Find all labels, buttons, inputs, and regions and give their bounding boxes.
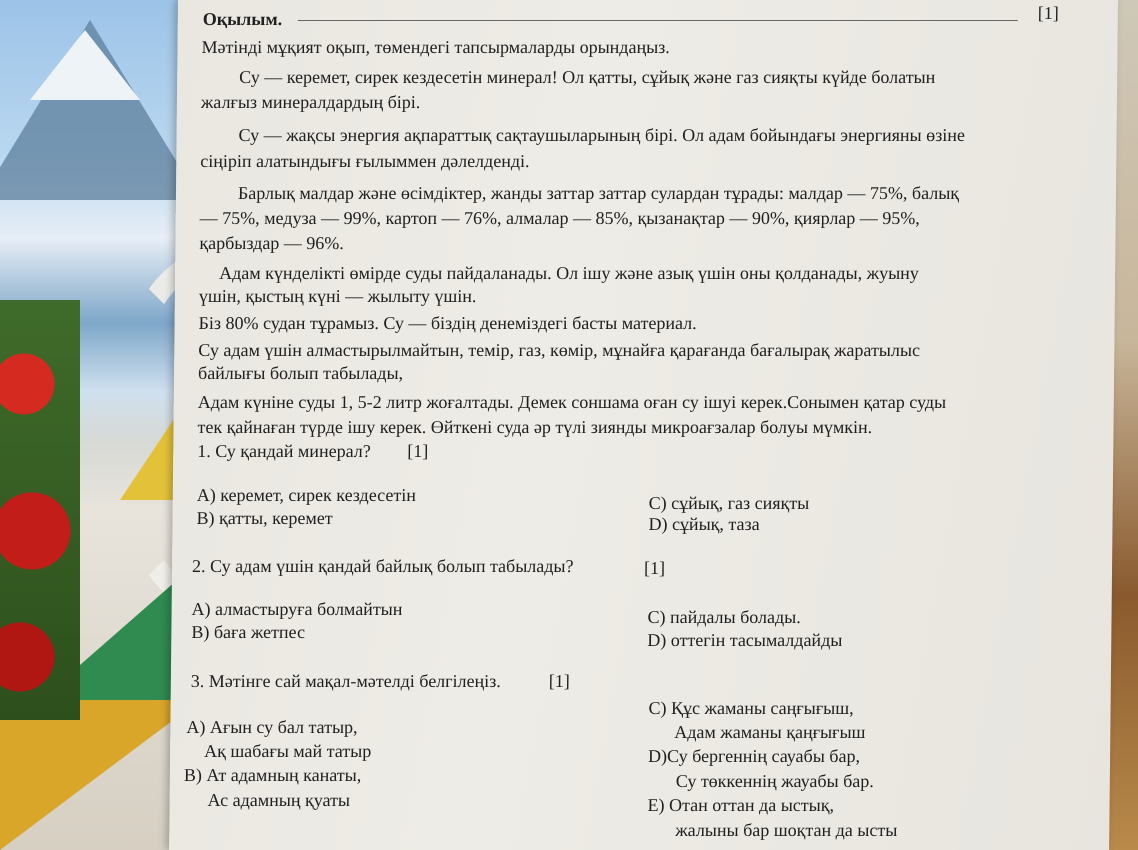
q3-option-c-line2: Адам жаманы қаңғығыш <box>674 722 866 742</box>
q2-option-b: B) баға жетпес <box>191 622 306 642</box>
snow-peak-decoration <box>30 30 140 100</box>
text-line: үшін, қыстың күні — жылыту үшін. <box>198 286 477 306</box>
text-line: Су — керемет, сирек кездесетін минерал! Ол қатты, сұйық және газ сияқты күйде болатын <box>239 67 936 87</box>
q3-option-c-line1: C) Құс жаманы саңғығыш, <box>648 698 854 718</box>
q2-option-d: D) оттегін тасымалдайды <box>647 630 843 650</box>
question-1-mark: [1] <box>407 441 429 461</box>
q1-option-d: D) сұйық, таза <box>648 514 760 534</box>
question-2-mark: [1] <box>643 558 666 578</box>
question-3: 3. Мәтінге сай мақал-мәтелді белгілеңіз. <box>190 671 501 691</box>
text-line: тек қайнаған түрде ішу керек. Өйткені суда әр түлі зиянды микроағзалар болуы мүмкін. <box>197 417 873 437</box>
q1-option-c: C) сұйық, газ сияқты <box>648 493 810 513</box>
text-line: байлығы болып табылады, <box>197 363 404 383</box>
section-title: Оқылым. <box>202 9 283 29</box>
q3-option-b-line1: B) Ат адамның канаты, <box>183 765 362 785</box>
text-line: Біз 80% судан тұрамыз. Су — біздің денеміздегі басты материал. <box>198 313 697 333</box>
q3-option-e-line1: E) Отан оттан да ыстық, <box>647 795 835 815</box>
q2-option-c: C) пайдалы болады. <box>647 607 801 627</box>
question-1: 1. Су қандай минерал? <box>197 441 371 461</box>
text-line: — 75%, медуза — 99%, картоп — 76%, алмалар — 85%, қызанақтар — 90%, қиярлар — 95%, <box>199 208 920 228</box>
question-3-mark: [1] <box>548 671 570 691</box>
q2-option-a: A) алмастыруға болмайтын <box>191 599 403 619</box>
question-2: 2. Су адам үшін қандай байлық болып табылады? <box>191 556 574 576</box>
header-rule <box>298 20 1018 21</box>
poppy-flowers-decoration <box>0 300 80 720</box>
instruction: Мәтінді мұқият оқып, төмендегі тапсырмаларды орындаңыз. <box>201 37 670 57</box>
worksheet-page <box>169 0 1118 850</box>
text-line: жалғыз минералдардың бірі. <box>200 92 421 112</box>
text-line: Адам күніне суды 1, 5-2 литр жоғалтады. Демек соншама оған су ішуі керек.Сонымен қатар суды <box>197 392 947 412</box>
q3-option-d-line1: D)Су бергеннің сауабы бар, <box>647 746 861 766</box>
section-mark: [1] <box>1037 3 1059 23</box>
text-line: қарбыздар — 96%. <box>199 233 344 253</box>
text-line: Су — жақсы энергия ақпараттық сақтаушыларының бірі. Ол адам бойындағы энергияны өзіне <box>238 125 966 145</box>
q3-option-a-line2: Ақ шабағы май татыр <box>204 741 372 761</box>
text-line: Су адам үшін алмастырылмайтын, темір, газ, көмір, мұнайға қарағанда бағалырақ жаратылыс <box>198 340 921 360</box>
text-line: сіңіріп алатындығы ғылыммен дәлелденді. <box>200 151 530 171</box>
text-line: Адам күнделікті өмірде суды пайдаланады. Ол ішу және азық үшін оны қолданады, жуыну <box>219 263 919 283</box>
q1-option-b: B) қатты, керемет <box>196 508 333 528</box>
text-line: Барлық малдар және өсімдіктер, жанды заттар заттар сулардан тұрады: малдар — 75%, балық <box>237 183 960 203</box>
q1-option-a: A) керемет, сирек кездесетін <box>196 485 417 505</box>
q3-option-e-line2: жалыны бар шоқтан да ысты <box>675 820 898 840</box>
q3-option-b-line2: Ас адамның қуаты <box>207 790 351 810</box>
q3-option-d-line2: Су төккеннің жауабы бар. <box>675 771 874 791</box>
q3-option-a-line1: A) Ағын су бал татыр, <box>186 717 358 737</box>
